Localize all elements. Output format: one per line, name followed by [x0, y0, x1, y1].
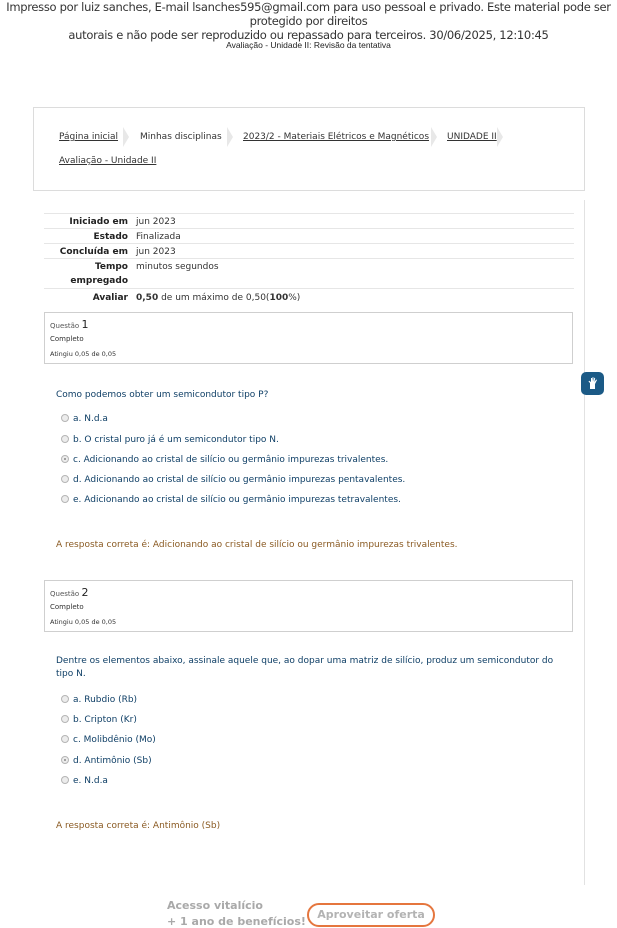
summary-row-completed: [44, 243, 574, 258]
question-1-option-c[interactable]: [61, 455, 388, 465]
question-2-text: Dentre os elementos abaixo, assinale aquele que, ao dopar uma matriz de silício, produz um semicondutor do tipo N.: [56, 656, 554, 679]
summary-label: Avaliar: [92, 293, 128, 303]
question-2-info: [44, 580, 573, 632]
radio-icon[interactable]: [61, 475, 69, 483]
breadcrumb-quiz[interactable]: Avaliação - Unidade II: [59, 156, 157, 166]
option-label: c. Molibdênio (Mo): [73, 735, 156, 745]
option-label: b. O cristal puro já é um semicondutor tipo N.: [73, 435, 279, 445]
option-label: b. Cripton (Kr): [73, 715, 137, 725]
grade-max-text: de um máximo de 0,50(: [158, 293, 270, 303]
question-1-correct-answer: A resposta correta é: Adicionando ao cristal de silício ou germânio impurezas trivalentes.: [56, 540, 458, 550]
watermark-line-2: autorais e não pode ser reproduzido ou repassado para terceiros. 30/06/2025, 12:10:45: [68, 28, 549, 42]
page-title: Avaliação - Unidade II: Revisão da tentativa: [226, 40, 391, 50]
summary-row-grade: [44, 288, 574, 310]
summary-value: jun 2023: [136, 217, 176, 227]
question-status: Completo: [50, 335, 84, 343]
question-prefix: Questão: [50, 322, 80, 330]
question-2-option-e[interactable]: [61, 776, 108, 786]
print-watermark: [0, 0, 617, 42]
option-label: c. Adicionando ao cristal de silício ou germânio impurezas trivalentes.: [73, 455, 389, 465]
question-2-option-b[interactable]: [61, 715, 137, 725]
summary-row-state: [44, 228, 574, 243]
summary-value: Finalizada: [136, 232, 181, 242]
summary-label: Concluída em: [59, 247, 128, 257]
summary-label: Estado: [93, 232, 128, 242]
hand-glyph: [586, 376, 600, 390]
breadcrumb-separator: [123, 127, 129, 147]
breadcrumb-separator: [227, 127, 233, 147]
promo-text: [167, 898, 306, 928]
summary-label: Iniciado em: [69, 217, 128, 227]
question-1-option-d[interactable]: [61, 475, 405, 485]
summary-label: Tempo: [94, 262, 128, 272]
grade-value: 0,50: [136, 293, 159, 303]
radio-icon[interactable]: [61, 715, 69, 723]
question-number-value: 1: [81, 318, 89, 331]
question-number: [50, 586, 88, 599]
question-grade: Atingiu 0,05 de 0,05: [50, 618, 117, 626]
promo-line-1: Acesso vitalício: [167, 899, 263, 912]
question-prefix: Questão: [50, 590, 80, 598]
radio-selected-icon[interactable]: [61, 756, 69, 764]
radio-icon[interactable]: [61, 695, 69, 703]
radio-icon[interactable]: [61, 776, 69, 784]
option-label: d. Adicionando ao cristal de silício ou germânio impurezas pentavalentes.: [73, 475, 406, 485]
option-label: e. Adicionando ao cristal de silício ou germânio impurezas tetravalentes.: [73, 495, 401, 505]
summary-label-line-2: empregado: [70, 276, 128, 286]
question-1-text: Como podemos obter um semicondutor tipo P?: [56, 390, 269, 400]
summary-row-time-taken: [44, 258, 574, 288]
summary-row-started: [44, 213, 574, 228]
watermark-line-1: Impresso por luiz sanches, E-mail lsanches595@gmail.com para uso pessoal e privado. Este material pode ser protegido por direitos: [6, 0, 611, 28]
radio-icon[interactable]: [61, 414, 69, 422]
breadcrumb-course[interactable]: 2023/2 - Materiais Elétricos e Magnéticos: [243, 132, 430, 142]
question-1-info: [44, 312, 573, 364]
option-label: d. Antimônio (Sb): [73, 756, 152, 766]
option-label: e. N.d.a: [73, 776, 108, 786]
question-2-option-a[interactable]: [61, 695, 137, 705]
question-2-option-c[interactable]: [61, 735, 156, 745]
summary-value: [136, 293, 300, 303]
summary-value: jun 2023: [136, 247, 176, 257]
radio-icon[interactable]: [61, 435, 69, 443]
offer-button[interactable]: Aproveitar oferta: [307, 903, 435, 927]
grade-percent-sign: %): [288, 293, 301, 303]
content-border: [584, 200, 585, 885]
question-2-correct-answer: A resposta correta é: Antimônio (Sb): [56, 821, 221, 831]
breadcrumb-unit[interactable]: UNIDADE II: [447, 132, 497, 142]
grade-percent: 100: [269, 293, 289, 303]
question-1-option-e[interactable]: [61, 495, 401, 505]
option-label: a. Rubdio (Rb): [73, 695, 138, 705]
question-grade: Atingiu 0,05 de 0,05: [50, 350, 117, 358]
option-label: a. N.d.a: [73, 414, 108, 424]
radio-selected-icon[interactable]: [61, 455, 69, 463]
question-number: [50, 318, 88, 331]
promo-line-2: + 1 ano de benefícios!: [167, 915, 306, 928]
question-2-option-d[interactable]: [61, 756, 152, 766]
question-number-value: 2: [81, 586, 89, 599]
breadcrumb-home[interactable]: Página inicial: [59, 132, 119, 142]
summary-value: minutos segundos: [136, 262, 219, 272]
attempt-summary-table: [44, 213, 574, 310]
breadcrumb-separator: [497, 127, 503, 147]
breadcrumb-my-courses[interactable]: Minhas disciplinas: [140, 132, 222, 142]
radio-icon[interactable]: [61, 495, 69, 503]
radio-icon[interactable]: [61, 735, 69, 743]
question-status: Completo: [50, 603, 84, 611]
breadcrumb: [33, 107, 585, 191]
breadcrumb-separator: [431, 127, 437, 147]
question-1-option-a[interactable]: [61, 414, 108, 424]
accessibility-hand-icon[interactable]: [581, 372, 604, 395]
question-1-option-b[interactable]: [61, 435, 279, 445]
